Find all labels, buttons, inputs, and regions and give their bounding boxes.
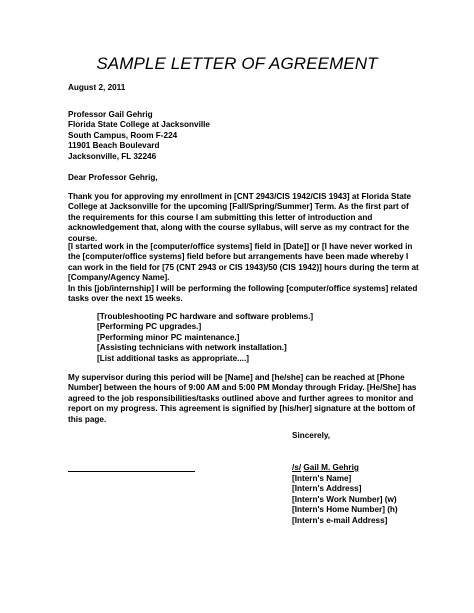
recipient-line: Florida State College at Jacksonville — [68, 120, 210, 130]
paragraph-line: tasks over the next 15 weeks. — [68, 294, 183, 304]
paragraph-line: the requirements for this course I am submitting this letter of introduction and — [68, 212, 373, 222]
signer-line: [Intern's e-mail Address] — [292, 515, 388, 525]
salutation-text: Dear Professor Gehrig, — [68, 173, 158, 182]
task-item: [Performing PC upgrades.] — [97, 322, 202, 332]
paragraph-line: acknowledgement that, along with the course syllabus, will serve as my contract for the — [68, 223, 410, 233]
task-item: [List additional tasks as appropriate....] — [97, 353, 249, 363]
recipient-line: South Campus, Room F-224 — [68, 130, 178, 140]
paragraph-line: can work in the field for [75 (CNT 2943 or CIS 1943)/50 (CIS 1942)] hours during the term at — [68, 262, 419, 272]
closing-text: Sincerely, — [292, 431, 331, 440]
closing — [292, 431, 452, 441]
letter-date — [68, 83, 416, 93]
signer-line: [Intern's Address] — [292, 484, 362, 494]
intern-signature-block — [292, 474, 452, 526]
paragraph-line: [Company/Agency Name]. — [68, 273, 170, 283]
paragraph-line: In this [job/internship] I will be performing the following [computer/office systems] related — [68, 284, 418, 293]
signer-line: [Intern's Home Number] (h) — [292, 505, 398, 515]
task-item: [Performing minor PC maintenance.] — [97, 332, 240, 342]
task-list — [97, 312, 397, 364]
task-item: [Troubleshooting PC hardware and software problems.] — [97, 312, 314, 321]
signature-prefix: /s/ — [292, 463, 302, 472]
paragraph-line: report on my progress. This agreement is signified by [his/her] signature at the bottom of — [68, 404, 416, 414]
paragraph-work-history — [68, 242, 419, 284]
paragraph-line: this page. — [68, 414, 107, 424]
paragraph-enrollment — [68, 192, 416, 244]
paragraph-line: [I started work in the [computer/office systems] field in [Date]] or [I have never worked in — [68, 242, 413, 251]
recipient-line: Professor Gail Gehrig — [68, 110, 153, 119]
signature-name: Gail M. Gehrig — [303, 463, 359, 472]
paragraph-supervisor — [68, 373, 416, 425]
paragraph-tasks-intro — [68, 284, 416, 305]
letter-title: SAMPLE LETTER OF AGREEMENT — [96, 54, 378, 73]
date-text: August 2, 2011 — [68, 83, 126, 92]
paragraph-line: Thank you for approving my enrollment in [CNT 2943/CIS 1942/CIS 1943] at Florida State — [68, 192, 412, 201]
recipient-line: 11901 Beach Boulevard — [68, 141, 160, 151]
recipient-line: Jacksonville, FL 32246 — [68, 151, 157, 161]
recipient-address — [68, 110, 416, 162]
task-item: [Assisting technicians with network installation.] — [97, 343, 287, 353]
salutation — [68, 173, 416, 183]
signature-line — [68, 471, 195, 472]
paragraph-line: Number] between the hours of 9:00 AM and 5:00 PM Monday through Friday. [He/She] has — [68, 383, 417, 393]
paragraph-line: the [computer/office systems] field before but arrangements have been made whereby I — [68, 252, 409, 262]
signer-line: [Intern's Name] — [292, 474, 352, 483]
paragraph-line: College at Jacksonville for the upcoming [Fall/Spring/Summer] Term. As the first part of — [68, 202, 409, 212]
supervisor-signature — [292, 463, 359, 473]
signer-line: [Intern's Work Number] (w) — [292, 494, 397, 504]
paragraph-line: course. — [68, 233, 98, 243]
paragraph-line: My supervisor during this period will be [Name] and [he/she] can be reached at [Phone — [68, 373, 405, 382]
paragraph-line: agreed to the job responsibilities/tasks outlined above and further agrees to monitor and — [68, 393, 414, 403]
